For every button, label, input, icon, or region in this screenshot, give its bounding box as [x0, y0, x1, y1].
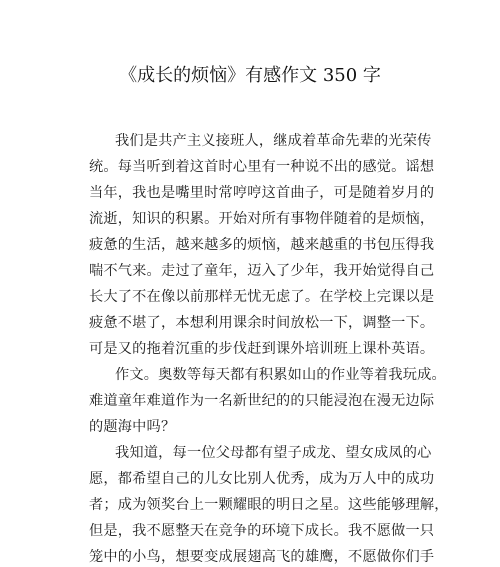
text-line: 疲惫的生活，越来越多的烦恼，越来越重的书包压得我 [89, 237, 435, 253]
text-line: 流逝，知识的积累。开始对所有事物伴随着的是烦恼， [89, 211, 435, 227]
text-line: 可是又的拖着沉重的步伐赶到课外培训班上课朴英语。 [89, 341, 435, 357]
text-line: 长大了不在像以前那样无忧无虑了。在学校上完课以是 [89, 289, 435, 305]
text-line: 难道童年难道作为一名新世纪的的只能浸泡在漫无边际 [89, 393, 435, 409]
text-line: 笼中的小鸟，想要变成展翅高飞的雄鹰，不愿做你们手 [89, 549, 435, 565]
text-line: 统。每当听到着这首时心里有一种说不出的感觉。谣想 [89, 159, 435, 175]
text-line: 当年，我也是嘴里时常哼哼这首曲子，可是随着岁月的 [89, 185, 435, 201]
document-title: 《成长的烦恼》有感作文 350 字 [119, 65, 381, 86]
text-line: 我知道，每一位父母都有望子成龙、望女成凤的心 [115, 445, 432, 461]
text-line: 作文。奥数等每天都有积累如山的作业等着我玩成。 [115, 367, 446, 383]
text-line: 的题海中吗？ [89, 419, 176, 435]
text-line: 者；成为领奖台上一颗耀眼的明日之星。这些能够理解， [89, 497, 449, 513]
text-line: 但是，我不愿整天在竞争的环境下成长。我不愿做一只 [89, 523, 435, 539]
text-line: 我们是共产主义接班人，继成着革命先辈的光荣传 [115, 133, 432, 149]
text-line: 愿，都希望自己的儿女比别人优秀，成为万人中的成功 [89, 471, 435, 487]
text-line: 疲惫不堪了，本想利用课余时间放松一下，调整一下。 [89, 315, 435, 331]
text-line: 喘不气来。走过了童年，迈入了少年，我开始觉得自己 [89, 263, 435, 279]
